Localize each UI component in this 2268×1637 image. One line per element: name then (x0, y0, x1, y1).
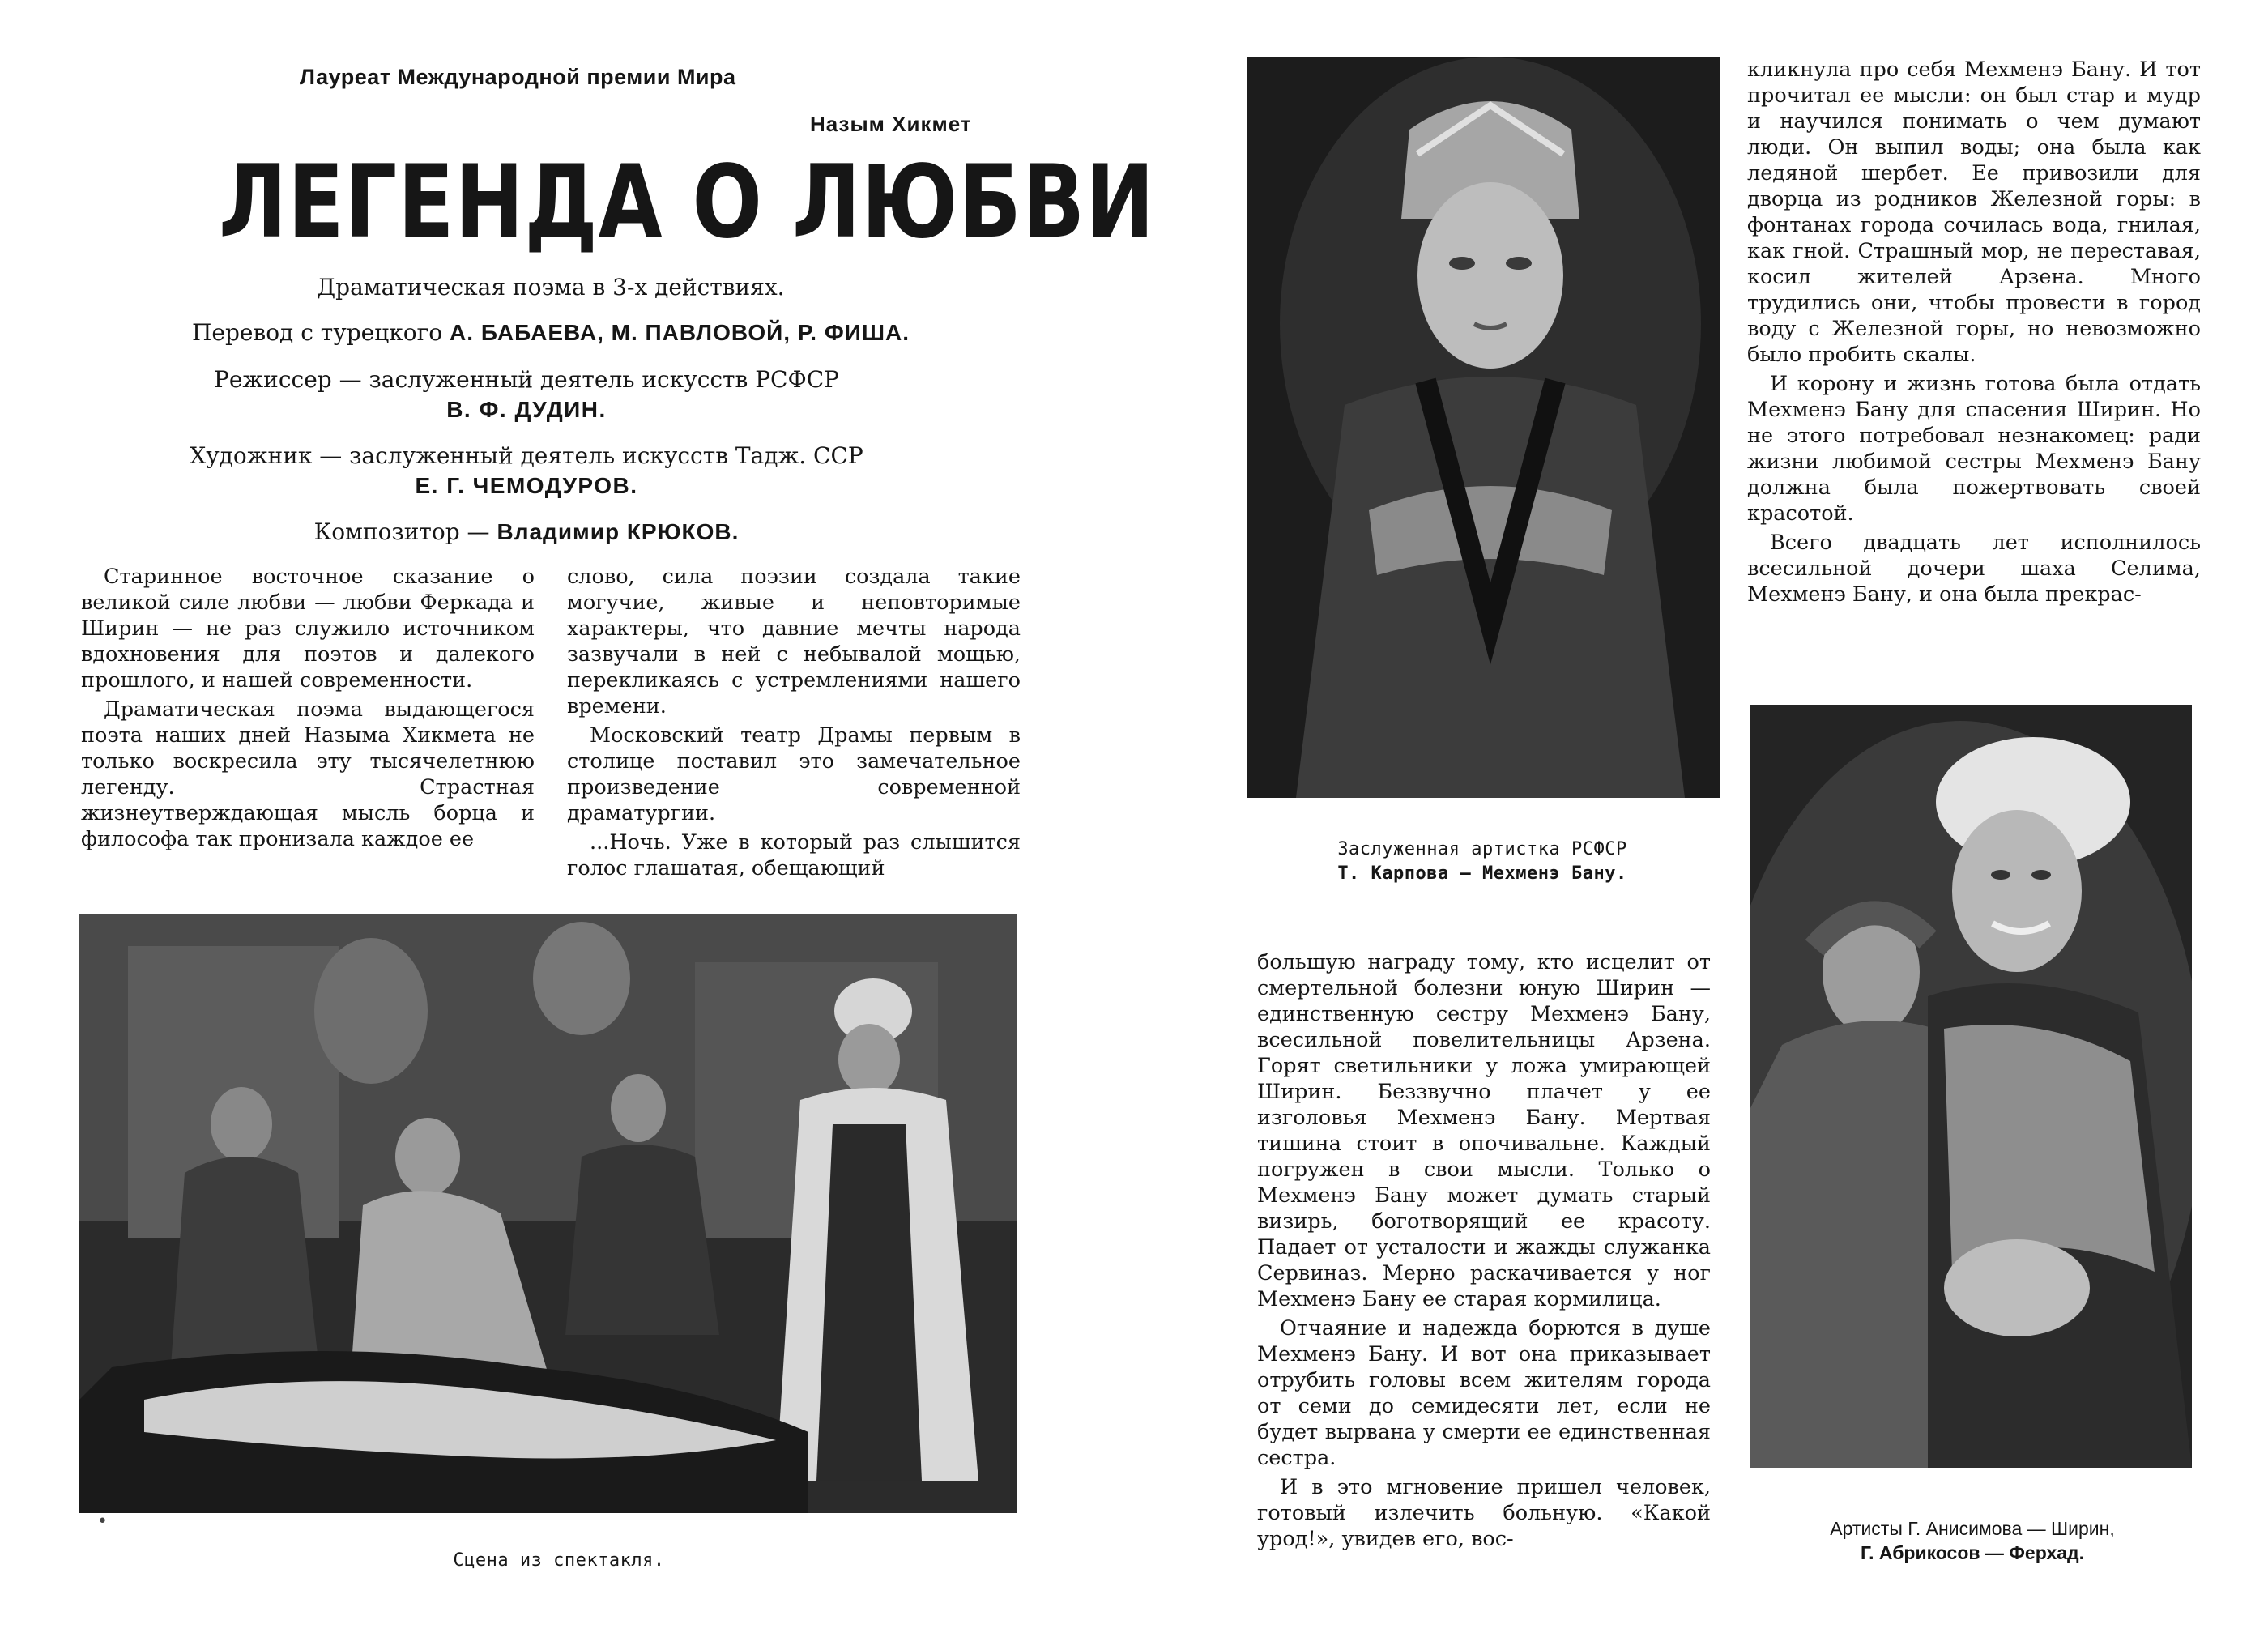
laureate-line: Лауреат Международной премии Мира (300, 65, 736, 89)
paragraph: кликнула про себя Мехменэ Бану. И тот прочитал ее мысли: он был стар и мудр и научился понимать о чем думают люди. Он выпил воды; она была как ледяной шербет. Ее привозили для дворца из родников Железной горы: в фонтанах города сочилась вода, гнилая, как гной. Страшный мор, не переставая, косил жителей Арзена. Много трудились они, чтобы провести в город воду с Железной горы, но невозможно было пробить скалы. (1747, 58, 2201, 367)
scene-photo (79, 914, 1017, 1513)
article-column-4 (1747, 57, 2201, 607)
translation-prefix: Перевод с турецкого (191, 319, 443, 346)
paragraph: слово, сила поэзии создала такие могучие, живые и неповторимые характеры, что давние мечты народа зазвучали в ней с небывалой мощью, перекликаясь с устремлениями нашего времени. (567, 565, 1021, 718)
print-mark: • (97, 1511, 108, 1532)
paragraph: И в это мгновение пришел человек, готовый излечить больную. «Какой урод!», увидев его, вос- (1257, 1475, 1711, 1551)
translators: А. БАБАЕВА, М. ПАВЛОВОЙ, Р. ФИША. (450, 320, 910, 345)
paragraph: Старинное восточное сказание о великой силе любви — любви Феркада и Ширин — не раз служило источником вдохновения для поэтов и далекого прошлого, и нашей современности. (81, 565, 535, 693)
play-title: ЛЕГЕНДА О ЛЮБВИ (219, 144, 1155, 261)
article-column-3 (1257, 949, 1711, 1552)
actors-caption-line-2: Г. Абрикосов — Ферхад. (1860, 1542, 2085, 1563)
karpova-portrait-photo (1247, 57, 1720, 798)
actors-photo-illustration (1750, 705, 2192, 1468)
scene-photo-illustration (79, 914, 1017, 1513)
karpova-portrait-illustration (1247, 57, 1720, 798)
director-name: В. Ф. ДУДИН. (446, 397, 607, 422)
actors-caption-line-1: Артисты Г. Анисимова — Ширин, (1830, 1518, 2115, 1539)
article-column-1 (81, 564, 535, 852)
paragraph: Всего двадцать лет исполнилось всесильной дочери шаха Селима, Мехменэ Бану, и она была прекрас- (1747, 531, 2201, 607)
anisimova-abrikosov-photo (1750, 705, 2192, 1468)
author-name: Назым Хикмет (810, 112, 972, 136)
artist-role: Художник — заслуженный деятель искусств Тадж. ССР (190, 442, 863, 469)
right-page (1134, 0, 2268, 1637)
paragraph: И корону и жизнь готова была отдать Мехменэ Бану для спасения Ширин. Но не этого потребовал незнакомец: ради жизни любимой сестры Мехменэ Бану должна была пожертвовать своей красотой. (1747, 372, 2201, 526)
karpova-caption-line-2: Т. Карпова — Мехменэ Бану. (1337, 863, 1627, 884)
translation-credit (122, 319, 980, 346)
karpova-caption-line-1: Заслуженная артистка РСФСР (1337, 839, 1627, 859)
paragraph: Драматическая поэма выдающегося поэта наших дней Назыма Хикмета не только воскресила эту тысячелетнюю легенду. Страстная жизнеутверждающая мысль борца и философа так пронизала каждое ее (81, 697, 535, 851)
scene-caption: Сцена из спектакля. (453, 1550, 665, 1571)
director-role: Режиссер — заслуженный деятель искусств РСФСР (214, 366, 839, 393)
composer-prefix: Композитор — (313, 518, 490, 545)
paragraph: Московский театр Драмы первым в столице поставил это замечательное произведение современной драматургии. (567, 723, 1021, 825)
subtitle: Драматическая поэма в 3-х действиях. (317, 274, 785, 301)
paragraph: большую награду тому, кто исцелит от смертельной болезни юную Ширин — единственную сестру Мехменэ Бану, всесильной повелительницы Арзена. Горят светильники у ложа умирающей Ширин. Беззвучно плачет у ее изголовья Мехменэ Бану. Мертвая тишина стоит в опочивальне. Каждый погружен в свои мысли. Только о Мехменэ Бану может думать старый визирь, боготворящий ее красоту. Падает от усталости и жажды служанка Сервиназ. Мерно раскачивается у ног Мехменэ Бану ее старая кормилица. (1257, 950, 1711, 1311)
paragraph: Отчаяние и надежда борются в душе Мехменэ Бану. И вот она приказывает отрубить головы всем жителям города от семи до семидесяти лет, если не будет вырвана у смерти ее единственная сестра. (1257, 1316, 1711, 1470)
artist-name: Е. Г. ЧЕМОДУРОВ. (415, 473, 638, 498)
composer-credit (122, 518, 932, 545)
composer-name: Владимир КРЮКОВ. (497, 519, 740, 544)
article-column-2 (567, 564, 1021, 881)
paragraph: ...Ночь. Уже в который раз слышится голос глашатая, обещающий (567, 830, 1021, 880)
